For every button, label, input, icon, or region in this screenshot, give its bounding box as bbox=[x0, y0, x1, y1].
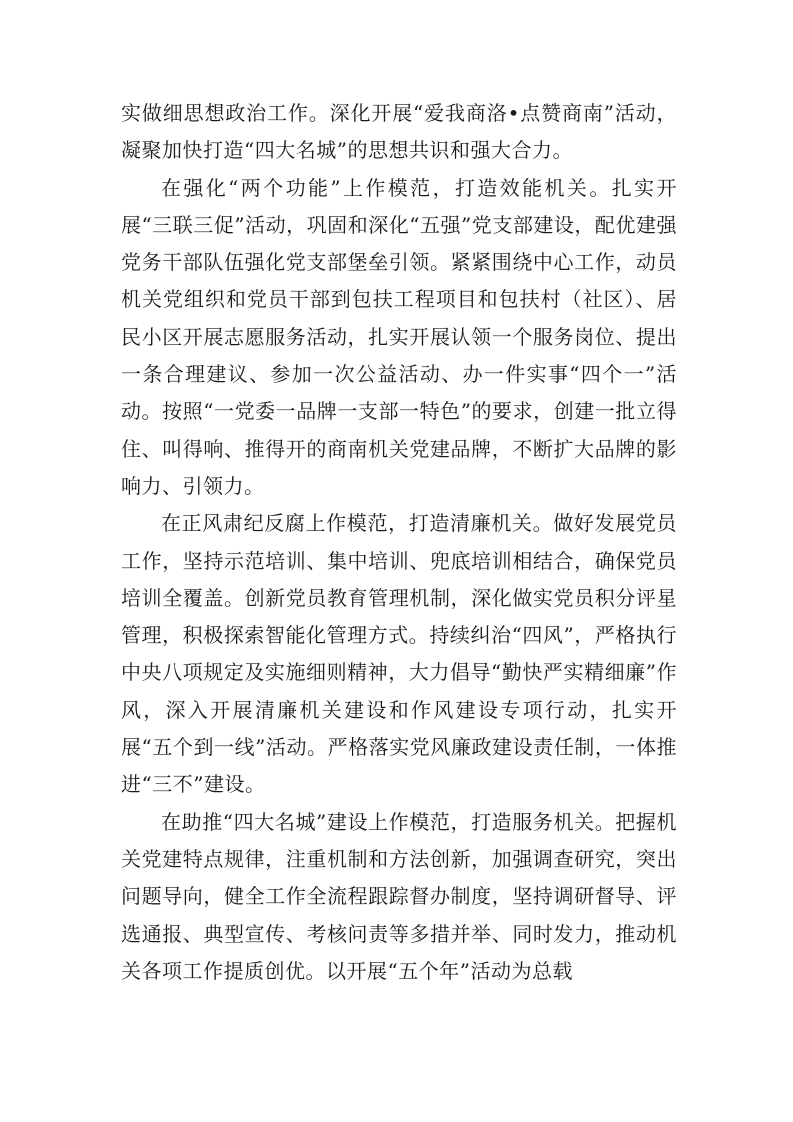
paragraph-service-organ: 在助推“四大名城”建设上作模范，打造服务机关。把握机关党建特点规律，注重机制和方法创新，加强调查研究，突出问题导向，健全工作全流程跟踪督办制度，坚持调研督导、评选通报、典型宣传、考核问责等多措并举、同时发力，推动机关各项工作提质创优。以开展“五个年”活动为总载 bbox=[121, 809, 677, 983]
paragraph-continuation: 实做细思想政治工作。深化开展“爱我商洛•点赞商南”活动，凝聚加快打造“四大名城”的思想共识和强大合力。 bbox=[121, 101, 677, 163]
document-body bbox=[121, 95, 677, 990]
paragraph-clean-organ: 在正风肃纪反腐上作模范，打造清廉机关。做好发展党员工作，坚持示范培训、集中培训、兜底培训相结合，确保党员培训全覆盖。创新党员教育管理机制，深化做实党员积分评星管理，积极探索智能化管理方式。持续纠治“四风”，严格执行中央八项规定及实施细则精神，大力倡导“勤快严实精细廉”作风，深入开展清廉机关建设和作风建设专项行动，扎实开展“五个到一线”活动。严格落实党风廉政建设责任制，一体推进“三不”建设。 bbox=[121, 511, 677, 797]
paragraph-efficiency-organ: 在强化“两个功能”上作模范，打造效能机关。扎实开展“三联三促”活动，巩固和深化“五强”党支部建设，配优建强党务干部队伍强化党支部堡垒引领。紧紧围绕中心工作，动员机关党组织和党员干部到包扶工程项目和包扶村（社区）、居民小区开展志愿服务活动，扎实开展认领一个服务岗位、提出一条合理建议、参加一次公益活动、办一件实事“四个一”活动。按照“一党委一品牌一支部一特色”的要求，创建一批立得住、叫得响、推得开的商南机关党建品牌，不断扩大品牌的影响力、引领力。 bbox=[121, 175, 677, 498]
